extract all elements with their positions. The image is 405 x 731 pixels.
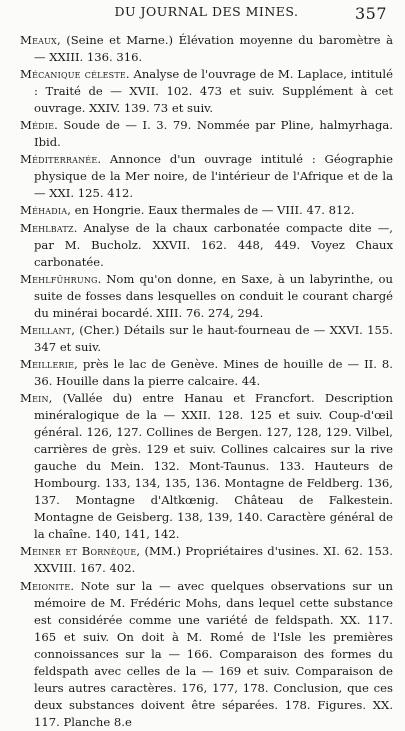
index-entry xyxy=(20,543,393,577)
headword: Mehlführung xyxy=(20,271,98,286)
index-entry xyxy=(20,202,393,219)
headword: Mécanique céleste xyxy=(20,67,126,82)
entry-text: , (Vallée du) entre Hanau et Francfort. Description minéralogique de la — XXII. 128. 125 et suiv. Coup-d'œil général. 126, 127. Collines de Bergen. 127, 128, 129. Vilbel, carrières de grès. 129 et suiv. Collines calcaires sur la rive gauche du Mein. 132. Mont-Taunus. 133. Hauteurs de Hombourg. 133, 134, 135, 136. Montagne de Feldberg. 136, 137. Montagne d'Altkœnig. Château de Falkestein. Montagne de Geisberg. 138, 139, 140. Caractère général de la chaîne. 140, 141, 142. xyxy=(34,390,393,542)
index-entry xyxy=(20,220,393,271)
running-title: DU JOURNAL DES MINES. xyxy=(114,4,299,19)
index-entry xyxy=(20,151,393,202)
page-number: 357 xyxy=(354,4,387,23)
entry-text: , en Hongrie. Eaux thermales de — VIII. 47. 812. xyxy=(67,203,355,218)
headword: Mehlbatz xyxy=(20,220,74,235)
entry-text: . Annonce d'un ouvrage intitulé : Géographie physique de la Mer noire, de l'intérieur de l'Afrique et de la — XXI. 125. 412. xyxy=(34,152,393,201)
index-entry xyxy=(20,117,393,151)
entry-text: . Nom qu'on donne, en Saxe, à un labyrinthe, ou suite de fosses dans lesquelles on conduit le courant chargé du minérai bocardé. XIII. 76. 274, 294. xyxy=(34,271,393,320)
index-entry xyxy=(20,356,393,390)
headword: Méhadia xyxy=(20,203,68,218)
headword: Meionite xyxy=(20,578,71,593)
entry-text: , (Cher.) Détails sur le haut-fourneau de — XXVI. 155. 347 et suiv. xyxy=(34,322,393,354)
entry-text: , (Seine et Marne.) Élévation moyenne du baromètre à — XXIII. 136. 316. xyxy=(34,33,393,65)
entry-text: , (MM.) Propriétaires d'usines. XI. 62. 153. XXVIII. 167. 402. xyxy=(34,544,393,576)
index-entry xyxy=(20,66,393,117)
headword: Mein xyxy=(20,390,49,405)
entry-text: . Analyse de la chaux carbonatée compacte dite —, par M. Bucholz. XXVII. 162. 448, 449. Voyez Chaux carbonatée. xyxy=(34,220,393,269)
running-header xyxy=(20,4,393,30)
entry-text: . Analyse de l'ouvrage de M. Laplace, intitulé : Traité de — XVII. 102. 473 et suiv. Supplément à cet ouvrage. XXIV. 139. 73 et suiv. xyxy=(34,67,393,116)
entry-text: . Note sur la — avec quelques observations sur un mémoire de M. Frédéric Mohs, dans lequel cette substance est considérée comme une variété de feldspath. XX. 117. 165 et suiv. On doit à M. Romé de l'Isle les premières connoissances sur la — 166. Comparaison des formes du feldspath avec celles de la — 169 et suiv. Comparaison de leurs autres caractères. 176, 177, 178. Conclusion, que ces deux substances doivent être séparées. 178. Figures. XX. 117. Planche 8.e xyxy=(34,578,393,729)
headword: Méditerranée xyxy=(20,152,98,167)
entry-text: . Soude de — I. 3. 79. Nommée par Pline, halmyrhaga. Ibid. xyxy=(34,118,393,150)
entry-text: , près le lac de Genève. Mines de houille de — II. 8. 36. Houille dans la pierre calcaire. 44. xyxy=(34,356,393,388)
index-entry xyxy=(20,578,393,731)
index-entries xyxy=(20,32,393,731)
headword: Meillerie xyxy=(20,356,75,371)
index-entry xyxy=(20,390,393,543)
index-entry xyxy=(20,271,393,322)
index-entry xyxy=(20,32,393,66)
headword: Meiner et Bornèque xyxy=(20,544,137,559)
headword: Médie xyxy=(20,118,55,133)
headword: Meillant xyxy=(20,322,72,337)
headword: Meaux xyxy=(20,33,57,47)
index-entry xyxy=(20,322,393,356)
